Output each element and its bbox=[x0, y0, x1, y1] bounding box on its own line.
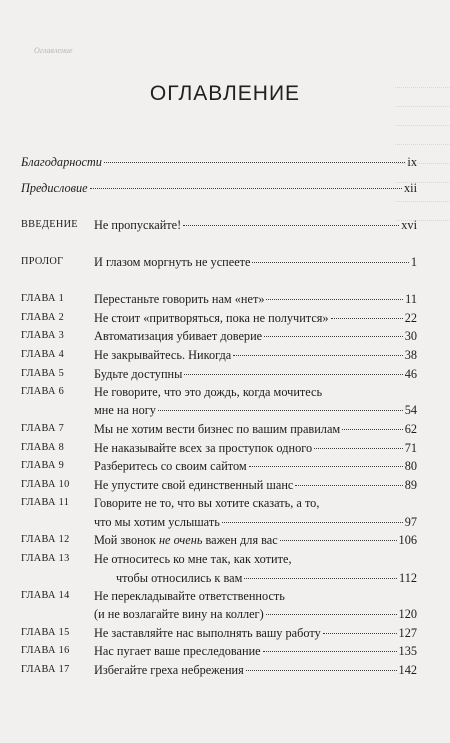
entry-title-part: Мой звонок bbox=[94, 533, 159, 547]
entry-label: ГЛАВА 10 bbox=[21, 479, 70, 490]
entry-title-line2: что мы хотим услышать bbox=[94, 515, 220, 529]
toc-entry bbox=[0, 180, 450, 196]
toc-entry bbox=[0, 662, 450, 678]
page-number: 30 bbox=[404, 329, 417, 343]
page-number: 142 bbox=[398, 663, 417, 677]
entry-label: ГЛАВА 7 bbox=[21, 423, 65, 434]
entry-label: ГЛАВА 2 bbox=[21, 312, 65, 323]
entry-title: И глазом моргнуть не успеете bbox=[94, 255, 251, 269]
dot-leader bbox=[158, 410, 403, 411]
entry-label: ГЛАВА 12 bbox=[21, 534, 70, 545]
dot-leader bbox=[222, 522, 403, 523]
page-number: 120 bbox=[398, 607, 417, 621]
entry-title: Разберитесь со своим сайтом bbox=[94, 459, 247, 473]
page-number: 62 bbox=[404, 422, 417, 436]
toc-entry bbox=[0, 217, 450, 233]
page-number: 71 bbox=[404, 441, 417, 455]
dot-leader bbox=[183, 225, 399, 226]
page-number: xvi bbox=[401, 218, 417, 232]
entry-title: Не говорите, что это дождь, когда мочитесь bbox=[94, 385, 323, 399]
page-number: 11 bbox=[405, 292, 417, 306]
entry-label: ГЛАВА 16 bbox=[21, 645, 70, 656]
entry-label: ГЛАВА 3 bbox=[21, 330, 65, 341]
dot-leader bbox=[266, 614, 397, 615]
page-number: 22 bbox=[404, 311, 417, 325]
entry-title: Благодарности bbox=[21, 155, 102, 169]
page-number: 106 bbox=[398, 533, 417, 547]
toc-entry bbox=[0, 625, 450, 641]
dot-leader bbox=[263, 651, 397, 652]
dot-leader bbox=[342, 429, 403, 430]
entry-title: Мы не хотим вести бизнес по вашим правилам bbox=[94, 422, 341, 436]
toc-entry-continuation bbox=[0, 606, 450, 622]
entry-label: ГЛАВА 4 bbox=[21, 349, 65, 360]
dot-leader bbox=[266, 299, 403, 300]
entry-label: ГЛАВА 1 bbox=[21, 293, 65, 304]
entry-title-emphasis: не очень bbox=[158, 533, 203, 547]
entry-title: Не заставляйте нас выполнять вашу работу bbox=[94, 626, 321, 640]
entry-title: Автоматизация убивает доверие bbox=[94, 329, 263, 343]
toc-entry bbox=[0, 551, 450, 567]
entry-title: Не перекладывайте ответственность bbox=[94, 589, 285, 603]
toc-entry bbox=[0, 458, 450, 474]
toc-entry bbox=[0, 421, 450, 437]
toc-entry bbox=[0, 310, 450, 326]
entry-title: Предисловие bbox=[21, 181, 88, 195]
page-number: 135 bbox=[398, 644, 417, 658]
entry-title-line2: чтобы относились к вам bbox=[116, 571, 243, 585]
dot-leader bbox=[244, 578, 397, 579]
page-number: 54 bbox=[404, 403, 417, 417]
toc-entry bbox=[0, 384, 450, 400]
dot-leader bbox=[264, 336, 403, 337]
toc-entry bbox=[0, 495, 450, 511]
page-number: 127 bbox=[398, 626, 417, 640]
page-number: 80 bbox=[404, 459, 417, 473]
entry-label: ГЛАВА 17 bbox=[21, 664, 70, 675]
dot-leader bbox=[249, 466, 403, 467]
page-number: 89 bbox=[404, 478, 417, 492]
page-title: ОГЛАВЛЕНИЕ bbox=[149, 82, 301, 105]
page-number: xii bbox=[404, 181, 417, 195]
entry-title: Говорите не то, что вы хотите сказать, а то, bbox=[94, 496, 320, 510]
entry-label: ГЛАВА 6 bbox=[21, 386, 65, 397]
toc-entry bbox=[0, 643, 450, 659]
entry-label: ГЛАВА 5 bbox=[21, 368, 65, 379]
entry-title: Не пропускайте! bbox=[94, 218, 182, 232]
entry-title: Нас пугает ваше преследование bbox=[94, 644, 261, 658]
toc-entry-continuation bbox=[0, 514, 450, 530]
entry-title-line2: мне на ногу bbox=[94, 403, 156, 417]
page-number: 46 bbox=[404, 367, 417, 381]
entry-title: Не относитесь ко мне так, как хотите, bbox=[94, 552, 292, 566]
page-number: 112 bbox=[399, 571, 417, 585]
toc-entry bbox=[0, 291, 450, 307]
toc-entry bbox=[0, 440, 450, 456]
entry-label: ПРОЛОГ bbox=[21, 256, 64, 267]
dot-leader bbox=[323, 633, 397, 634]
entry-label: ВВЕДЕНИЕ bbox=[21, 219, 78, 230]
entry-label: ГЛАВА 9 bbox=[21, 460, 65, 471]
entry-title: Будьте доступны bbox=[94, 367, 183, 381]
page-number: ix bbox=[407, 155, 417, 169]
toc-entry bbox=[0, 154, 450, 170]
toc-entry bbox=[0, 254, 450, 270]
dot-leader bbox=[184, 374, 402, 375]
dot-leader bbox=[104, 162, 405, 163]
entry-label: ГЛАВА 11 bbox=[21, 497, 70, 508]
toc-entry bbox=[0, 532, 450, 548]
dot-leader bbox=[331, 318, 403, 319]
toc-entry bbox=[0, 366, 450, 382]
dot-leader bbox=[295, 485, 402, 486]
page-number: 97 bbox=[404, 515, 417, 529]
toc-entry bbox=[0, 328, 450, 344]
toc-entry-continuation bbox=[0, 570, 450, 586]
dot-leader bbox=[90, 188, 402, 189]
dot-leader bbox=[280, 540, 397, 541]
entry-title: Избегайте греха небрежения bbox=[94, 663, 244, 677]
toc-entry bbox=[0, 347, 450, 363]
page-number: 1 bbox=[410, 255, 417, 269]
entry-title: Не упустите свой единственный шанс bbox=[94, 478, 294, 492]
entry-title: Перестаньте говорить нам «нет» bbox=[94, 292, 265, 306]
entry-title-line2: (и не возлагайте вину на коллег) bbox=[94, 607, 264, 621]
entry-label: ГЛАВА 14 bbox=[21, 590, 70, 601]
dot-leader bbox=[233, 355, 402, 356]
page-number: 38 bbox=[404, 348, 417, 362]
entry-title: Не закрывайтесь. Никогда bbox=[94, 348, 232, 362]
entry-label: ГЛАВА 13 bbox=[21, 553, 70, 564]
entry-title-part: важен для вас bbox=[202, 533, 278, 547]
dot-leader bbox=[314, 448, 403, 449]
dot-leader bbox=[246, 670, 397, 671]
entry-label: ГЛАВА 8 bbox=[21, 442, 65, 453]
entry-title: Не стоит «притворяться, пока не получится» bbox=[94, 311, 329, 325]
dot-leader bbox=[252, 262, 408, 263]
toc-entry bbox=[0, 588, 450, 604]
entry-label: ГЛАВА 15 bbox=[21, 627, 70, 638]
running-header: Оглавление bbox=[34, 46, 73, 55]
toc-entry-continuation bbox=[0, 402, 450, 418]
entry-title: Не наказывайте всех за проступок одного bbox=[94, 441, 313, 455]
toc-entry bbox=[0, 477, 450, 493]
